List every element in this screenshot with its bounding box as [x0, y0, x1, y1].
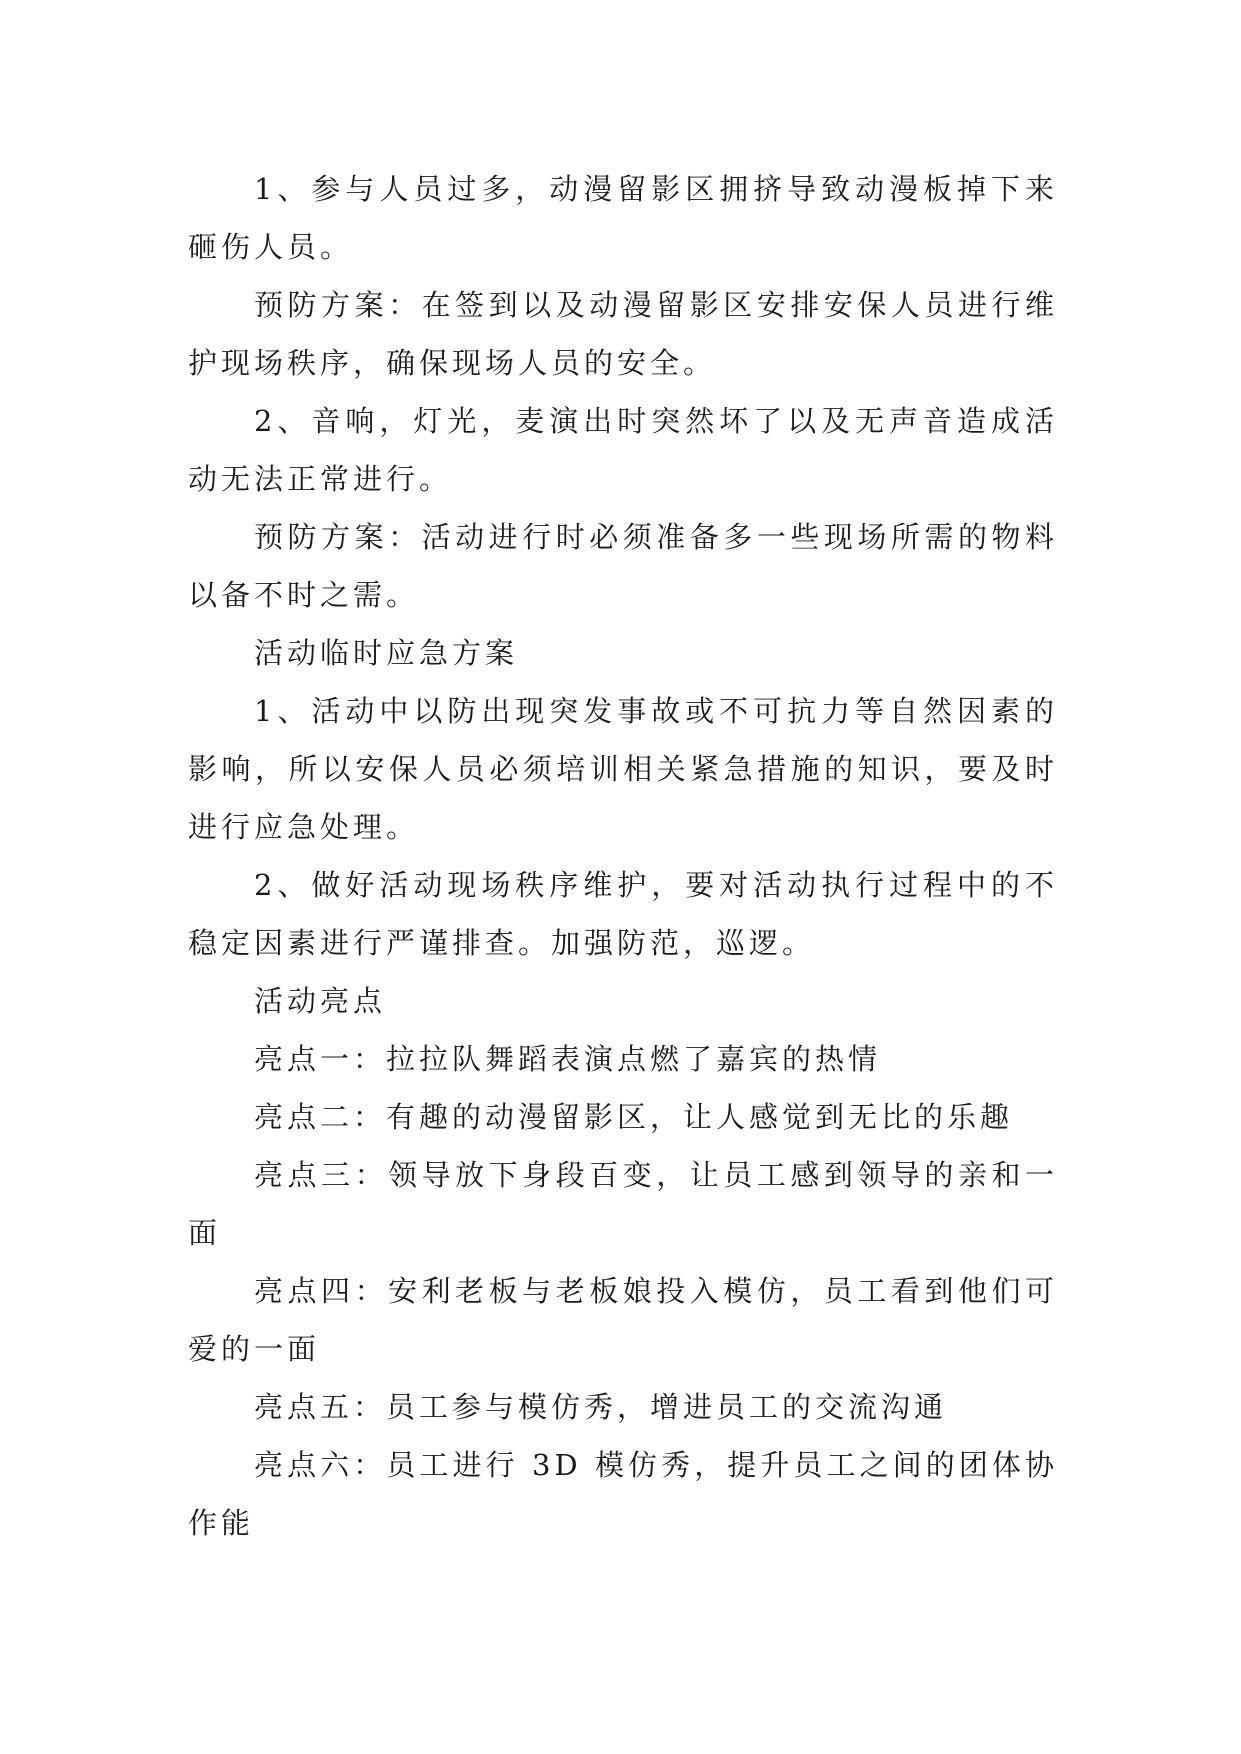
highlight-1: 亮点一：拉拉队舞蹈表演点燃了嘉宾的热情	[254, 1042, 882, 1076]
highlight-5: 亮点五：员工参与模仿秀，增进员工的交流沟通	[254, 1390, 948, 1424]
paragraph-emergency-2: 2、做好活动现场秩序维护，要对活动执行过程中的不稳定因素进行严谨排查。加强防范，巡逻。	[188, 868, 1058, 960]
paragraph-prevention-2: 预防方案：活动进行时必须准备多一些现场所需的物料以备不时之需。	[188, 520, 1058, 612]
paragraph-emergency-1: 1、活动中以防出现突发事故或不可抗力等自然因素的影响，所以安保人员必须培训相关紧急措施的知识，要及时进行应急处理。	[188, 694, 1058, 844]
paragraph-prevention-1: 预防方案：在签到以及动漫留影区安排安保人员进行维护现场秩序，确保现场人员的安全。	[188, 288, 1058, 380]
section-heading-highlights: 活动亮点	[254, 984, 387, 1018]
document-body	[188, 160, 1058, 1552]
paragraph-risk-1: 1、参与人员过多，动漫留影区拥挤导致动漫板掉下来砸伤人员。	[188, 172, 1058, 264]
section-heading-emergency-plan: 活动临时应急方案	[254, 636, 519, 670]
highlight-4: 亮点四：安利老板与老板娘投入模仿，员工看到他们可爱的一面	[188, 1274, 1058, 1366]
highlight-2: 亮点二：有趣的动漫留影区，让人感觉到无比的乐趣	[254, 1100, 1014, 1134]
paragraph-risk-2: 2、音响，灯光，麦演出时突然坏了以及无声音造成活动无法正常进行。	[188, 404, 1058, 496]
highlight-6: 亮点六：员工进行 3D 模仿秀，提升员工之间的团体协作能	[188, 1448, 1058, 1540]
highlight-3: 亮点三：领导放下身段百变，让员工感到领导的亲和一面	[188, 1158, 1058, 1250]
